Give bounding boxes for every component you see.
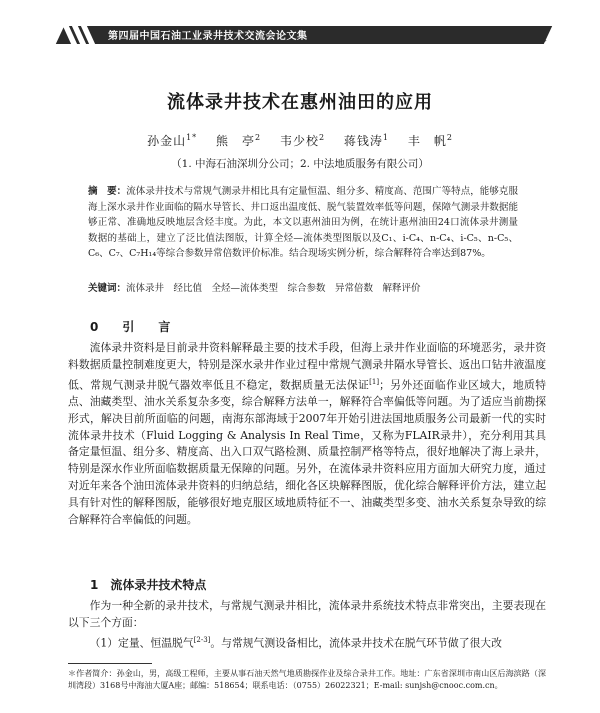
paper-title: 流体录井技术在惠州油田的应用: [167, 92, 433, 113]
author-footnote: ＊作者简介：孙金山，男，高级工程师，主要从事石油天然气地质勘探作业及综合录井工作。地址：广东省深圳市南山区后海滨路（深圳湾段）3168号中海油大厦A座；邮编：518654；联系电话：（0755）26022321；E-mail: sunjsh@cnooc.com.cn。: [68, 669, 546, 690]
author-name: 熊 亭: [216, 134, 256, 148]
abstract-label: 摘 要：: [88, 186, 127, 197]
keywords-label: 关键词：: [88, 283, 127, 294]
author-name: 韦少校: [279, 134, 319, 148]
author-list: [0, 132, 600, 149]
introduction-paragraph: [68, 340, 546, 528]
author-mark: 1: [382, 133, 389, 142]
author-name: 孙金山: [147, 134, 187, 148]
section-heading-introduction: 0 引 言: [90, 320, 177, 334]
header-stripes-icon: [60, 24, 106, 46]
keywords-text: 流体录井 经比值 全烃—流体类型 综合参数 异常倍数 解释评价: [126, 283, 421, 294]
features-paragraph: 作为一种全新的录井技术，与常规气测录井相比，流体录井系统技术特点非常突出，主要表现在以下三个方面：: [68, 599, 546, 629]
features-item-1: [68, 632, 546, 652]
citation: [2-3]: [193, 636, 211, 644]
header-end-mark-icon: ✦: [540, 37, 548, 47]
section-heading-features: 1 流体录井技术特点: [90, 578, 207, 592]
abstract: [88, 184, 518, 262]
header-rule: [310, 40, 542, 41]
journal-header-title: 第四届中国石油工业录井技术交流会论文集: [108, 31, 308, 42]
author-mark: 2: [318, 133, 326, 142]
citation: [1]: [369, 377, 380, 386]
author-name: 丰 帆: [407, 134, 447, 148]
affiliation: （1. 中海石油深圳分公司；2. 中法地质服务有限公司）: [171, 158, 429, 170]
author-name: 蒋钱涛: [343, 134, 383, 148]
keywords: [88, 282, 518, 296]
author-mark: 2: [255, 133, 262, 142]
paragraph-text: 流体录井资料是目前录井资料解释最主要的技术手段，但海上录井作业面临的环境恶劣，录井资料数据质量控制难度更大，特别是深水录井作业过程中常规气测录井隔水导管长、返出口钻井液温度低、常规气测录井脱气器效率低且不稳定，数据质量无法保证: [68, 341, 546, 392]
author-mark: 2: [446, 133, 453, 142]
author-mark: 1*: [186, 133, 198, 142]
abstract-text: 流体录井技术与常规气测录井相比具有定量恒温、组分多、精度高、范围广等特点，能够克服海上深水录井作业面临的隔水导管长、井口返出温度低、脱气装置效率低等问题，保障气测录井数据能够正常、准确地反映地层含烃丰度。为此，本文以惠州油田为例，在统计惠州油田24口流体录井测量数据的基础上，建立了泛比值法图版，计算全烃—流体类型图版以及C₁、i-C₄、n-C₄、i-C₅、n-C₅、C₆、C₇、C₇H₁₄等综合参数异常倍数评价标准。结合现场实例分析，综合解释符合率达到87%。: [88, 186, 518, 259]
item-text: 。与常规气测设备相比，流体录井技术在脱气环节做了很大改: [210, 636, 502, 650]
item-text: （1）定量、恒温脱气: [89, 636, 194, 650]
footnote-rule: [68, 663, 152, 664]
paragraph-text: ；另外还面临作业区域大，地质特点、油藏类型、油水关系复杂多变，综合解释方法单一，解释符合率偏低等问题。为了适应当前勘探形式，解决目前所面临的问题，南海东部海域于2007年开始引进法国地质服务公司最新一代的实时流体录井技术（Fluid Logging & Analysis In Real Time，又称为FLAIR录井），充分利用其具备定量恒温、组分多、精度高、出入口双气路检测、质量控制严格等特点，很好地解决了海上录井，特别是深水作业所面临数据质量无保障的问题。另外，在流体录井资料应用方面加大研究力度，通过对近年来各个油田流体录井资料的归纳总结，细化各区块解释图版，优化综合解释评价方法，建立起具有针对性的解释图版，能够很好地克服区域地质特征不一、油藏类型多变、油水关系复杂导致的综合解释符合率偏低的问题。: [68, 378, 547, 526]
